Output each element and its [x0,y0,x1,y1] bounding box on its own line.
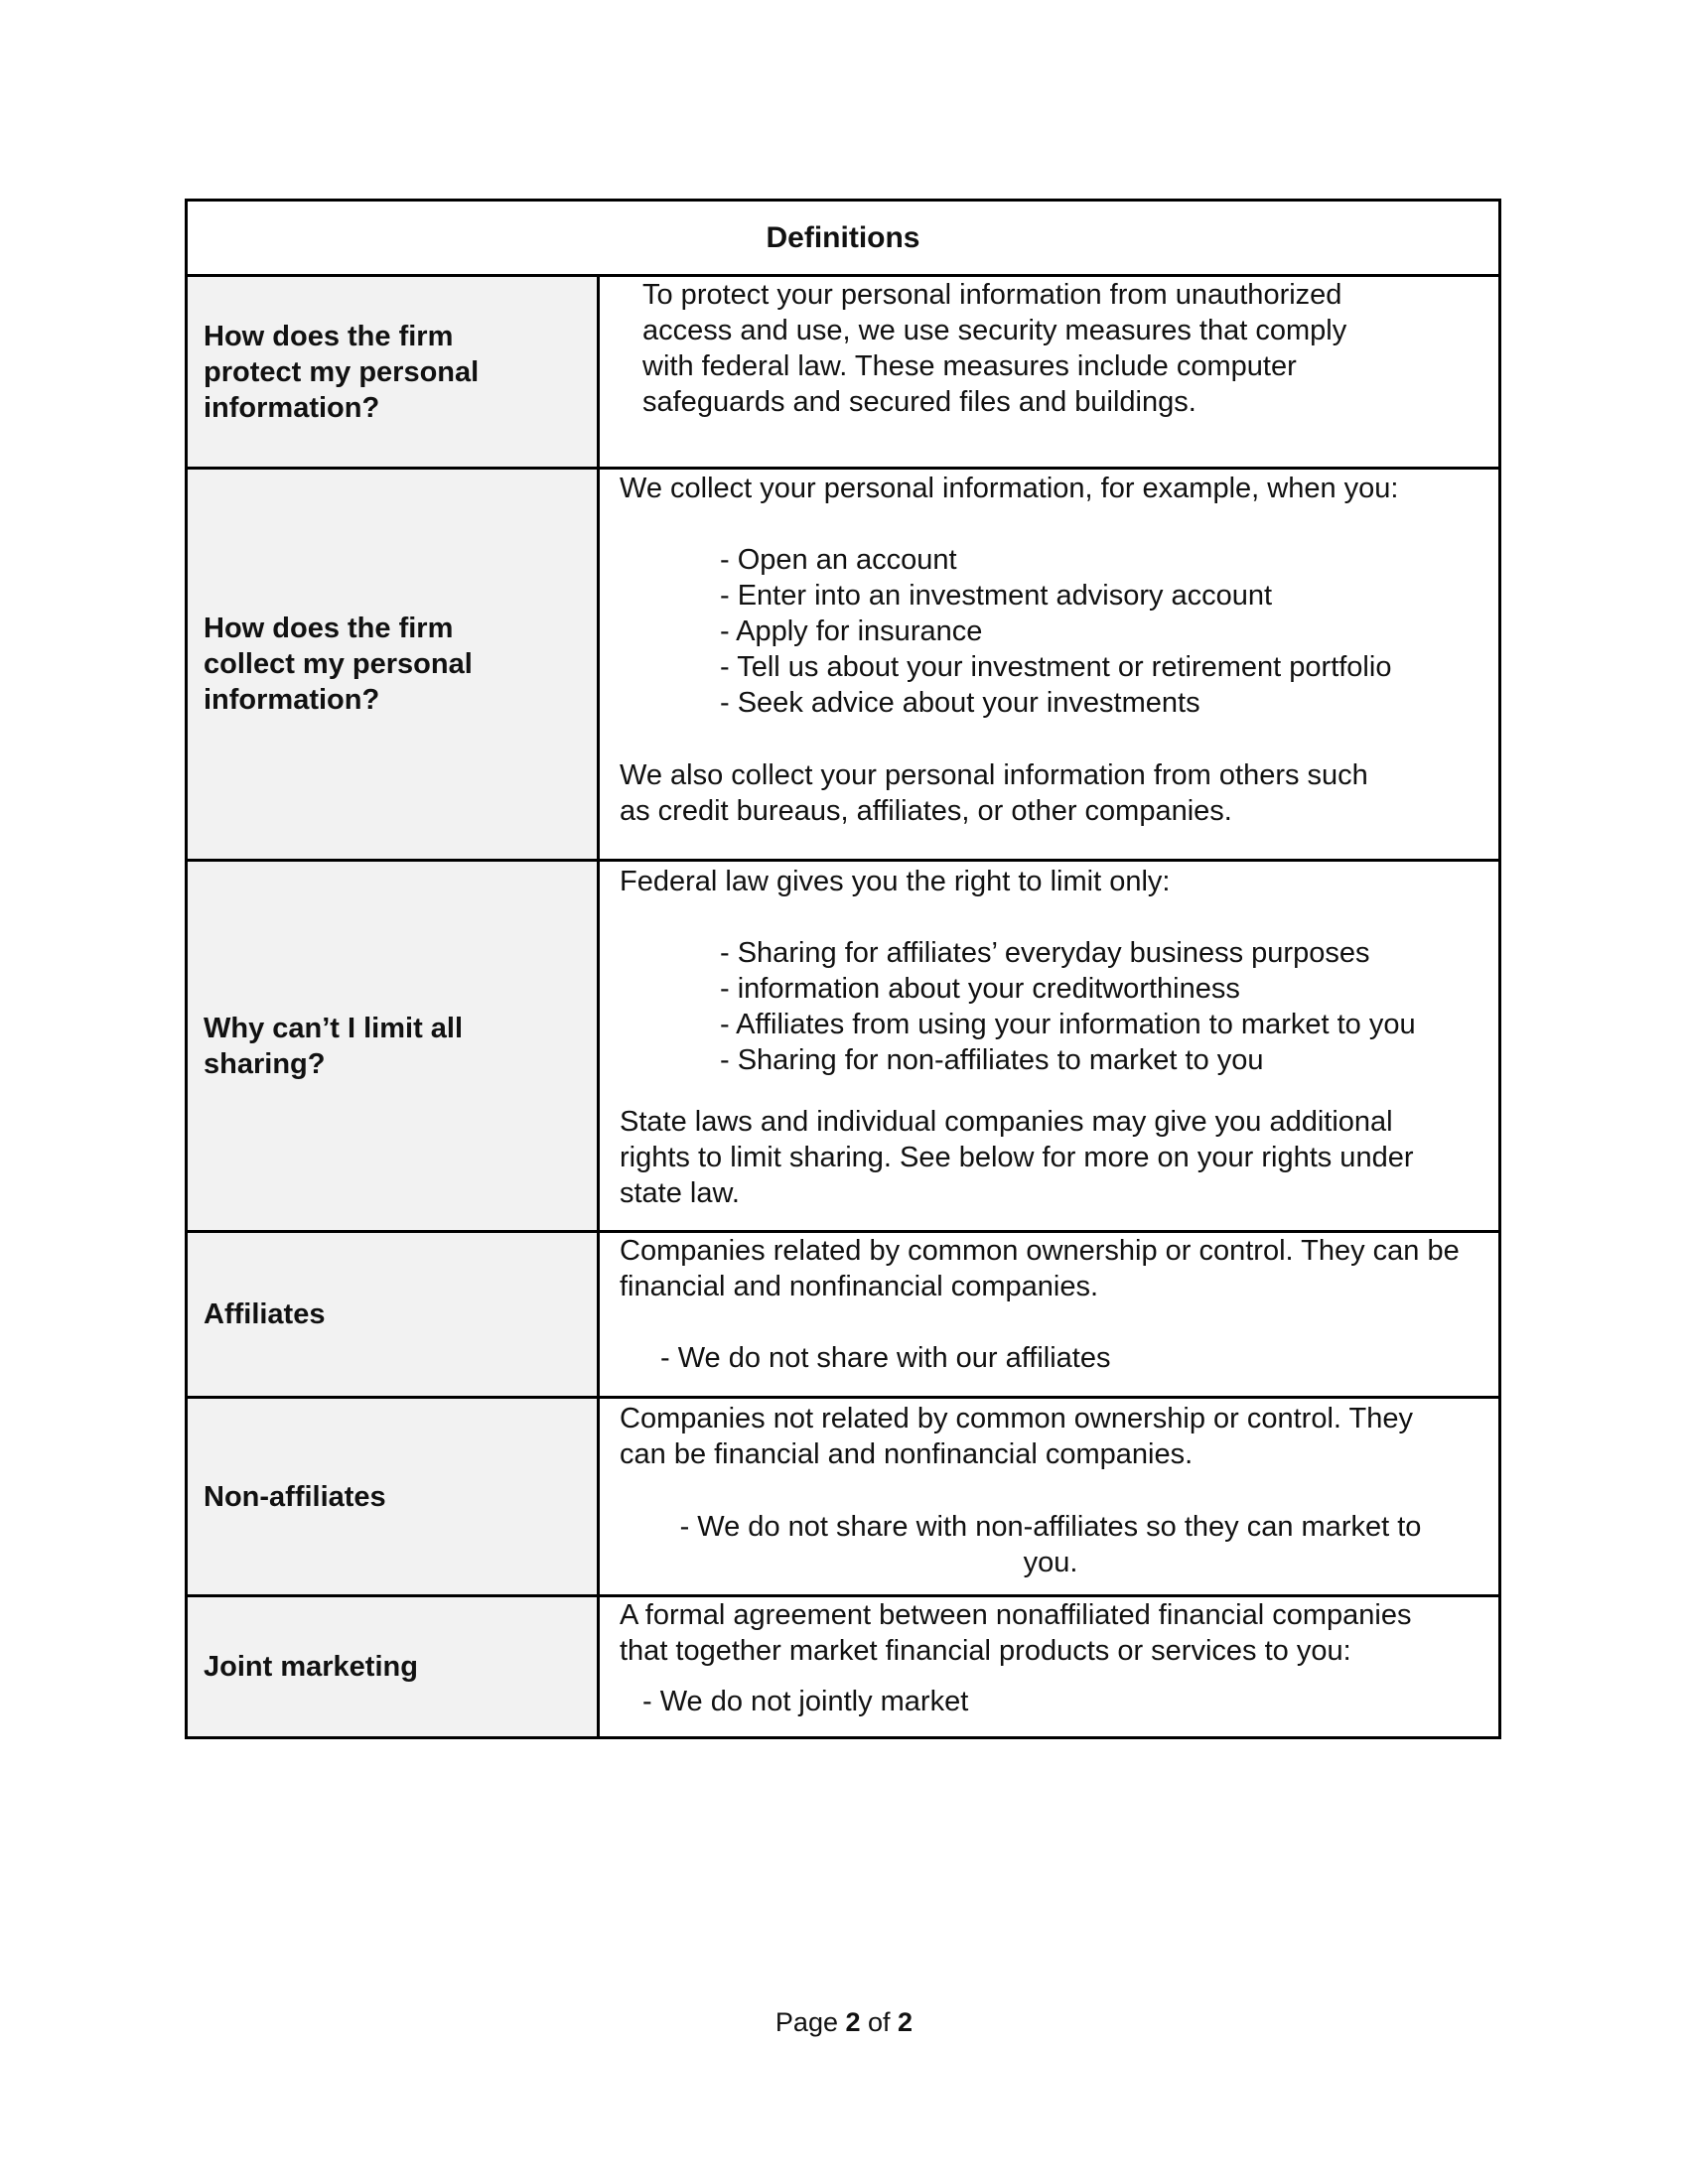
answer-cell [603,1597,1498,1736]
total-pages: 2 [898,2007,914,2037]
answer-cell [603,862,1498,1230]
answer-line: state law. [620,1177,740,1209]
answer-line: rights to limit sharing. See below for more on your rights under [620,1142,1414,1173]
bullet-item: - Open an account [720,544,957,576]
answer-line: Companies not related by common ownership or control. They [620,1403,1413,1434]
question-line: Joint marketing [204,1651,418,1683]
bullet-item: - Tell us about your investment or retirement portfolio [720,651,1392,683]
answer-line: access and use, we use security measures that comply [642,315,1347,346]
question-line: Affiliates [204,1298,326,1330]
answer-cell [603,1399,1498,1594]
answer-line: We also collect your personal information from others such [620,759,1368,791]
table-row [188,1597,1498,1736]
answer-line: with federal law. These measures include computer [642,350,1297,382]
question-line: collect my personal [204,648,473,680]
question-cell [188,1233,600,1396]
answer-line: State laws and individual companies may give you additional [620,1106,1393,1138]
table-row [188,862,1498,1233]
answer-line: To protect your personal information from unauthorized [642,279,1342,311]
page-label: Page [774,2007,846,2037]
question-cell [188,862,600,1230]
bullet-item: - Sharing for non-affiliates to market to you [720,1044,1264,1076]
question-cell [188,277,600,467]
bullet-item: - Enter into an investment advisory account [720,580,1273,612]
answer-line: financial and nonfinancial companies. [620,1271,1099,1302]
question-cell [188,1399,600,1594]
current-page: 2 [845,2007,861,2037]
bullet-item: - information about your creditworthiness [720,973,1240,1005]
question-line: information? [204,391,380,424]
question-line: How does the firm [204,320,454,352]
answer-note: - We do not share with non-affiliates so they can market to [679,1511,1422,1543]
answer-line: as credit bureaus, affiliates, or other companies. [620,795,1232,827]
question-line: Why can’t I limit all [204,1012,464,1044]
bullet-item: - Affiliates from using your information to market to you [720,1009,1416,1040]
answer-note: - We do not share with our affiliates [660,1342,1111,1374]
table-row [188,470,1498,862]
page-of-label: of [860,2007,899,2037]
answer-line: safeguards and secured files and buildings. [642,386,1196,418]
answer-line: that together market financial products or services to you: [620,1635,1351,1667]
table-row [188,1233,1498,1399]
answer-line: Companies related by common ownership or control. They can be [620,1235,1460,1267]
answer-note: you. [1023,1547,1078,1578]
answer-intro: Federal law gives you the right to limit only: [620,866,1171,897]
answer-line: can be financial and nonfinancial companies. [620,1438,1194,1470]
question-line: Non-affiliates [204,1480,386,1513]
answer-cell [603,1233,1498,1396]
table-row [188,1399,1498,1597]
bullet-item: - Apply for insurance [720,615,983,647]
question-cell [188,1597,600,1736]
question-line: sharing? [204,1047,326,1080]
answer-line: A formal agreement between nonaffiliated financial companies [620,1599,1412,1631]
answer-intro: We collect your personal information, for example, when you: [620,473,1399,504]
question-cell [188,470,600,859]
definitions-table [185,199,1501,1739]
question-line: How does the firm [204,613,454,644]
question-line: protect my personal [204,355,480,388]
answer-cell [603,277,1498,467]
answer-cell [603,470,1498,859]
bullet-item: - Sharing for affiliates’ everyday business purposes [720,937,1370,969]
question-line: information? [204,684,380,716]
answer-note: - We do not jointly market [642,1686,969,1717]
bullet-item: - Seek advice about your investments [720,687,1200,719]
table-title: Definitions [188,202,1498,277]
page-number [0,2007,1688,2038]
table-row [188,277,1498,470]
